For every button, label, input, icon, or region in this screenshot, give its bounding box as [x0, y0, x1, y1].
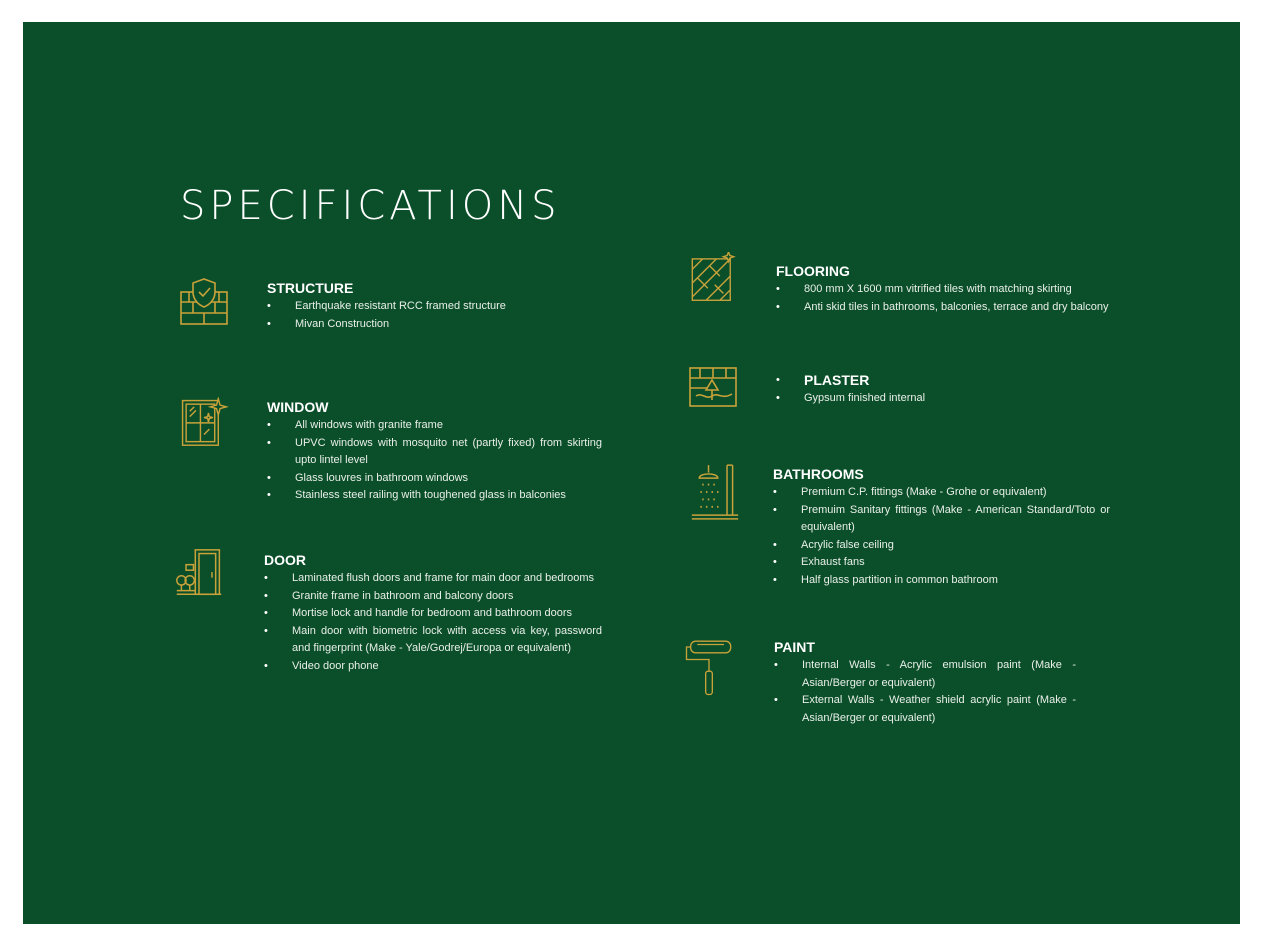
page-title: SPECIFICATIONS [180, 183, 561, 229]
door-heading: DOOR [264, 552, 306, 568]
list-item: • Glass louvres in bathroom windows [267, 470, 602, 488]
list-item: • Premium C.P. fittings (Make - Grohe or equivalent) [773, 484, 1110, 502]
list-item: • Premuim Sanitary fittings (Make - American Standard/Toto or equivalent) [773, 502, 1110, 537]
paint-roller-icon [684, 632, 734, 702]
specifications-panel [23, 22, 1240, 924]
list-item: • Anti skid tiles in bathrooms, balconies, terrace and dry balcony [776, 299, 1110, 317]
list-item: • Laminated flush doors and frame for main door and bedrooms [264, 570, 602, 588]
list-item: • Exhaust fans [773, 554, 1110, 572]
shield-wall-icon [179, 278, 229, 328]
shower-icon [690, 461, 740, 523]
list-item: • Acrylic false ceiling [773, 537, 1110, 555]
list-item: • Mortise lock and handle for bedroom and bathroom doors [264, 605, 602, 623]
list-item: • Internal Walls - Acrylic emulsion paint (Make - Asian/Berger or equivalent) [774, 657, 1076, 692]
plaster-heading: PLASTER [804, 372, 870, 388]
plaster-list [776, 390, 1110, 408]
list-item: • Earthquake resistant RCC framed structure [267, 298, 527, 316]
door-list [264, 570, 602, 675]
bathrooms-list [773, 484, 1110, 589]
window-heading: WINDOW [267, 399, 329, 415]
window-icon [179, 397, 229, 447]
window-list [267, 417, 602, 505]
flooring-list [776, 281, 1110, 316]
plaster-heading-bullet: • [776, 374, 780, 386]
list-item: • Granite frame in bathroom and balcony doors [264, 588, 602, 606]
door-icon [174, 548, 224, 598]
list-item: • External Walls - Weather shield acrylic paint (Make - Asian/Berger or equivalent) [774, 692, 1076, 727]
list-item: • Main door with biometric lock with access via key, password and fingerprint (Make - Yale/Godrej/Europa or equivalent) [264, 623, 602, 658]
plaster-trowel-icon [688, 366, 738, 408]
bathrooms-heading: BATHROOMS [773, 466, 864, 482]
list-item: • UPVC windows with mosquito net (partly fixed) from skirting upto lintel level [267, 435, 602, 470]
structure-heading: STRUCTURE [267, 280, 354, 296]
list-item: • Stainless steel railing with toughened glass in balconies [267, 487, 602, 505]
structure-list [267, 298, 527, 333]
paint-heading: PAINT [774, 639, 815, 655]
list-item: • 800 mm X 1600 mm vitrified tiles with matching skirting [776, 281, 1110, 299]
list-item: • Video door phone [264, 658, 602, 676]
list-item: • Half glass partition in common bathroom [773, 572, 1110, 590]
list-item: • All windows with granite frame [267, 417, 602, 435]
flooring-heading: FLOORING [776, 263, 850, 279]
list-item: • Gypsum finished internal [776, 390, 1110, 408]
tiles-icon [688, 252, 738, 302]
paint-list [774, 657, 1076, 727]
list-item: • Mivan Construction [267, 316, 527, 334]
